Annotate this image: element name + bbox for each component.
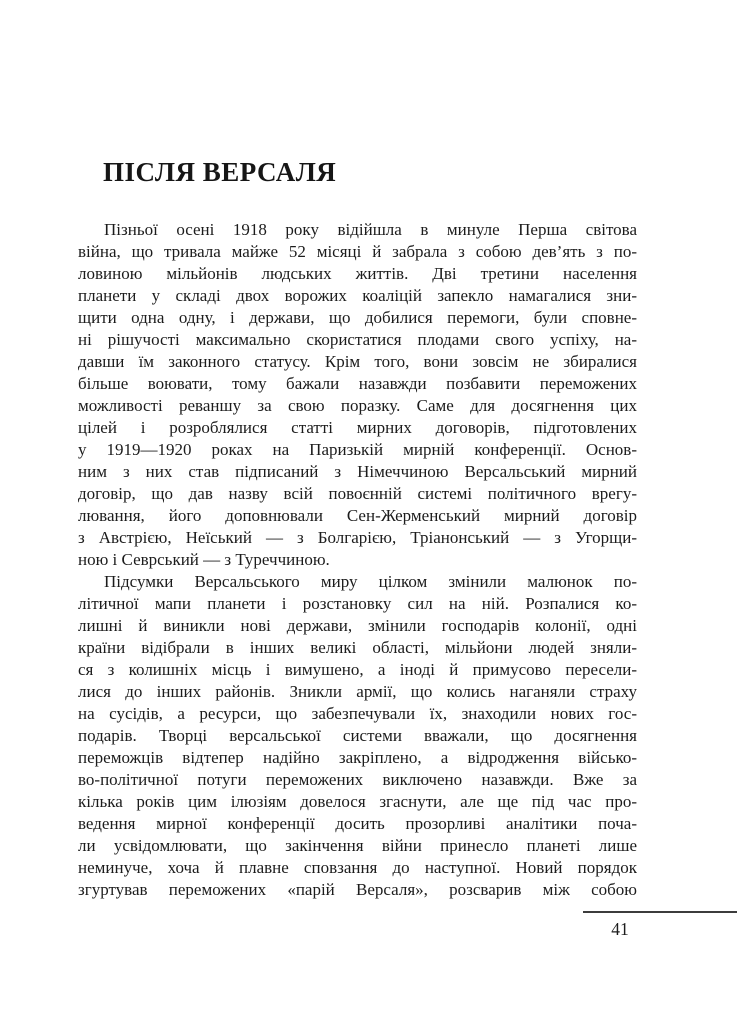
text-line: Підсумки Версальського миру цілком змінили малюнок по-: [104, 572, 637, 591]
text-line: кілька років цим ілюзіям довелося згаснути, але ще під час про-: [78, 792, 637, 811]
text-line: ні рішучості максимально скористатися плодами свого успіху, на-: [78, 330, 637, 349]
text-line: переможців відтепер надійно закріплено, а відродження військо-: [78, 748, 637, 767]
text-line: ведення мирної конференції досить прозорливі аналітики поча-: [78, 814, 637, 833]
text-line: ною і Севрський — з Туреччиною.: [78, 550, 330, 569]
text-line: більше воювати, тому бажали назавжди позбавити переможених: [78, 374, 637, 393]
text-line: договір, що дав назву всій повоєнній системі політичного врегу-: [78, 484, 637, 503]
text-line: лишні й виникли нові держави, змінили господарів колонії, одні: [78, 616, 637, 635]
text-line: планети у складі двох ворожих коаліцій запекло намагалися зни-: [78, 286, 637, 305]
text-line: во-політичної потуги переможених виключено назавжди. Вже за: [78, 770, 637, 789]
text-line: країни відібрали в інших великі області, мільйони людей зняли-: [78, 638, 637, 657]
page-number: 41: [611, 919, 629, 939]
text-line: цілей і розроблялися статті мирних договорів, підготовлених: [78, 418, 637, 437]
text-line: згуртував переможених «парій Версаля», розсварив між собою: [78, 880, 637, 899]
text-line: війна, що тривала майже 52 місяці й забрала з собою дев’ять з по-: [78, 242, 637, 261]
text-line: ся з колишніх місць і вимушено, а іноді й примусово пересели-: [78, 660, 637, 679]
text-line: ловиною мільйонів людських життів. Дві третини населення: [78, 264, 637, 283]
text-line: з Австрією, Неїський — з Болгарією, Тріанонський — з Угорщи-: [78, 528, 637, 547]
text-line: щити одна одну, і держави, що добилися перемоги, були сповне-: [78, 308, 637, 327]
text-line: Пізньої осені 1918 року відійшла в минуле Перша світова: [104, 220, 637, 239]
text-line: давши їм законного статусу. Крім того, вони зовсім не збиралися: [78, 352, 637, 371]
text-line: лювання, його доповнювали Сен-Жерменський мирний договір: [78, 506, 637, 525]
text-line: у 1919—1920 роках на Паризькій мирній конференції. Основ-: [78, 440, 637, 459]
text-line: неминуче, хоча й плавне сповзання до наступної. Новий порядок: [78, 858, 637, 877]
footer-rule: [583, 911, 737, 913]
text-line: ним з них став підписаний з Німеччиною Версальський мирний: [78, 462, 637, 481]
text-line: ли усвідомлювати, що закінчення війни принесло планеті лише: [78, 836, 637, 855]
text-line: можливості реваншу за свою поразку. Саме для досягнення цих: [78, 396, 637, 415]
text-line: на сусідів, а ресурси, що забезпечували їх, знаходили нових гос-: [78, 704, 637, 723]
text-line: літичної мапи планети і розстановку сил на ній. Розпалися ко-: [78, 594, 637, 613]
text-line: подарів. Творці версальської системи вважали, що досягнення: [78, 726, 637, 745]
body-text: [78, 219, 637, 901]
text-line: лися до інших районів. Зникли армії, що колись наганяли страху: [78, 682, 637, 701]
chapter-heading: ПІСЛЯ ВЕРСАЛЯ: [103, 157, 337, 187]
